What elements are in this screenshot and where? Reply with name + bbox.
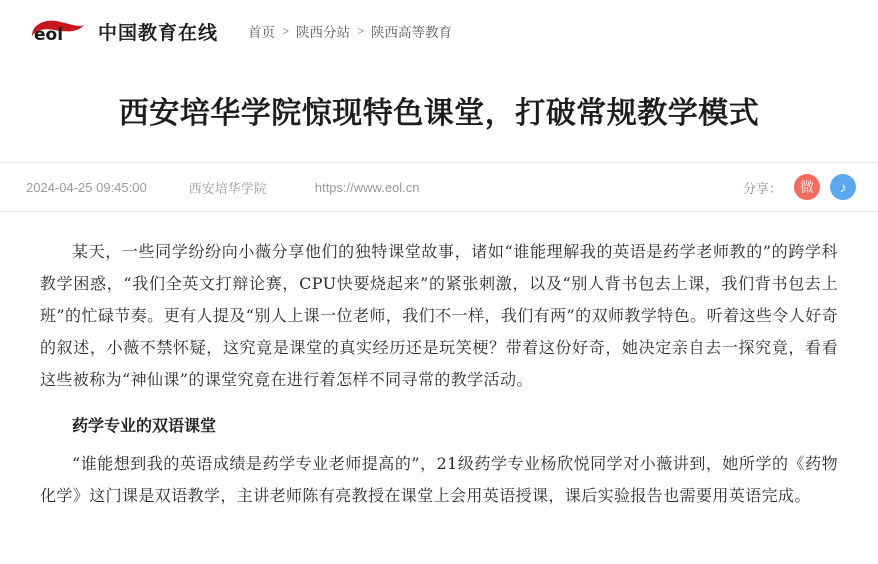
site-header: [0, 0, 878, 62]
article-body: [0, 212, 878, 512]
svg-text:eol: eol: [34, 25, 64, 45]
page-title: 西安培华学院惊现特色课堂，打破常规教学模式: [118, 96, 760, 131]
breadcrumb-item-home[interactable]: 首页: [248, 25, 276, 40]
breadcrumb-separator: >: [357, 24, 365, 38]
eol-logo-icon: [28, 16, 88, 46]
site-logo[interactable]: [28, 16, 218, 46]
notify-share-icon[interactable]: ♪: [830, 174, 856, 200]
share-group: [743, 174, 856, 200]
breadcrumb-item-higher-education[interactable]: 陕西高等教育: [371, 25, 453, 40]
share-label: 分享：: [742, 180, 782, 196]
article-meta-bar: [0, 162, 878, 212]
article-date: 2024-04-25 09:45:00: [26, 179, 147, 195]
breadcrumb: [248, 21, 452, 41]
site-logo-text: 中国教育在线: [98, 21, 219, 44]
article-source: 西安培华学院: [188, 180, 267, 196]
breadcrumb-separator: >: [282, 24, 290, 38]
breadcrumb-item-shaanxi[interactable]: 陕西分站: [296, 25, 351, 40]
article-paragraph: 某天，一些同学纷纷向小薇分享他们的独特课堂故事，诸如“谁能理解我的英语是药学老师教的”的跨学科教学困惑，“我们全英文打辩论赛，CPU快要烧起来”的紧张刺激，以及“别人背书包去上课，我们背书包去上班”的忙碌节奏。更有人提及“别人上课一位老师，我们不一样，我们有两”的双师教学特色。听着这些令人好奇的叙述，小薇不禁怀疑，这究竟是课堂的真实经历还是玩笑梗？带着这份好奇，她决定亲自去一探究竟，看看这些被称为“神仙课”的课堂究竟在进行着怎样不同寻常的教学活动。: [40, 242, 838, 389]
weibo-share-icon[interactable]: 微: [794, 174, 820, 200]
article-subheading: 药学专业的双语课堂: [72, 416, 217, 435]
article-paragraph: “谁能想到我的英语成绩是药学专业老师提高的”，21级药学专业杨欣悦同学对小薇讲到，她所学的《药物化学》这门课是双语教学，主讲老师陈有亮教授在课堂上会用英语授课，课后实验报告也需要用英语完成。: [40, 454, 838, 505]
article-url: https://www.eol.cn: [314, 179, 420, 195]
